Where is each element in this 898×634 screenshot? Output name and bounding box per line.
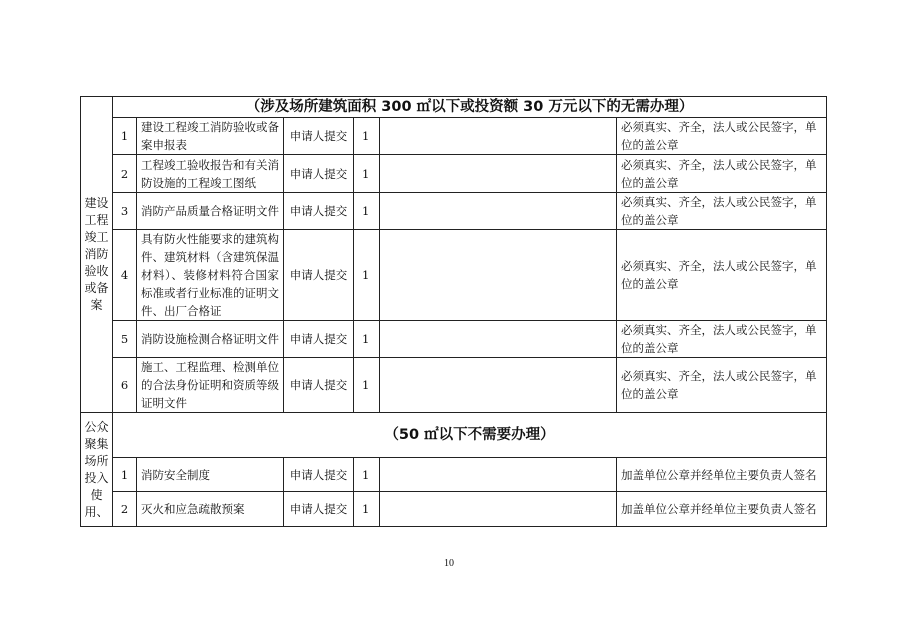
material-format [380, 193, 617, 230]
row-number: 5 [113, 321, 137, 358]
material-requirement: 必须真实、齐全，法人或公民签字，单位的盖公章 [617, 118, 827, 155]
material-count: 1 [354, 193, 380, 230]
section-header: （涉及场所建筑面积 300 ㎡以下或投资额 30 万元以下的无需办理） [113, 97, 827, 118]
material-requirement: 必须真实、齐全，法人或公民签字，单位的盖公章 [617, 358, 827, 413]
material-source: 申请人提交 [284, 230, 354, 321]
material-count: 1 [354, 118, 380, 155]
material-name: 工程竣工验收报告和有关消防设施的工程竣工图纸 [137, 155, 284, 193]
page-number: 10 [444, 558, 454, 569]
material-source: 申请人提交 [284, 118, 354, 155]
material-source: 申请人提交 [284, 193, 354, 230]
material-source: 申请人提交 [284, 321, 354, 358]
material-format [380, 358, 617, 413]
row-number: 2 [113, 492, 137, 527]
material-format [380, 492, 617, 527]
material-name: 消防产品质量合格证明文件 [137, 193, 284, 230]
material-count: 1 [354, 492, 380, 527]
row-number: 4 [113, 230, 137, 321]
row-number: 2 [113, 155, 137, 193]
material-requirement: 加盖单位公章并经单位主要负责人签名 [617, 492, 827, 527]
material-source: 申请人提交 [284, 458, 354, 492]
material-requirement: 必须真实、齐全，法人或公民签字，单位的盖公章 [617, 155, 827, 193]
category-cell: 建设工程竣工消防验收或备案 [81, 97, 113, 413]
table-row [81, 458, 827, 492]
material-count: 1 [354, 358, 380, 413]
row-number: 6 [113, 358, 137, 413]
material-format [380, 321, 617, 358]
material-source: 申请人提交 [284, 155, 354, 193]
material-name: 消防设施检测合格证明文件 [137, 321, 284, 358]
material-format [380, 230, 617, 321]
table-row [81, 155, 827, 193]
row-number: 1 [113, 118, 137, 155]
material-requirement: 必须真实、齐全，法人或公民签字，单位的盖公章 [617, 193, 827, 230]
material-source: 申请人提交 [284, 492, 354, 527]
table-row [81, 358, 827, 413]
table-row [81, 492, 827, 527]
table-row [81, 193, 827, 230]
material-name: 灭火和应急疏散预案 [137, 492, 284, 527]
table-row [81, 321, 827, 358]
table-row [81, 230, 827, 321]
table-row [81, 118, 827, 155]
material-name: 消防安全制度 [137, 458, 284, 492]
material-count: 1 [354, 321, 380, 358]
material-requirement: 加盖单位公章并经单位主要负责人签名 [617, 458, 827, 492]
material-source: 申请人提交 [284, 358, 354, 413]
material-format [380, 155, 617, 193]
material-count: 1 [354, 230, 380, 321]
material-count: 1 [354, 155, 380, 193]
section-header-row [81, 413, 827, 458]
material-format [380, 458, 617, 492]
material-requirement: 必须真实、齐全，法人或公民签字，单位的盖公章 [617, 230, 827, 321]
row-number: 3 [113, 193, 137, 230]
material-count: 1 [354, 458, 380, 492]
materials-table [80, 96, 827, 527]
section-header: （50 ㎡以下不需要办理） [113, 413, 827, 458]
category-cell: 公众聚集场所投入使用、 [81, 413, 113, 527]
material-requirement: 必须真实、齐全，法人或公民签字，单位的盖公章 [617, 321, 827, 358]
row-number: 1 [113, 458, 137, 492]
material-name: 具有防火性能要求的建筑构件、建筑材料（含建筑保温材料）、装修材料符合国家标准或者行业标准的证明文件、出厂合格证 [137, 230, 284, 321]
material-name: 施工、工程监理、检测单位的合法身份证明和资质等级证明文件 [137, 358, 284, 413]
section-header-row [81, 97, 827, 118]
material-format [380, 118, 617, 155]
material-name: 建设工程竣工消防验收或备案申报表 [137, 118, 284, 155]
